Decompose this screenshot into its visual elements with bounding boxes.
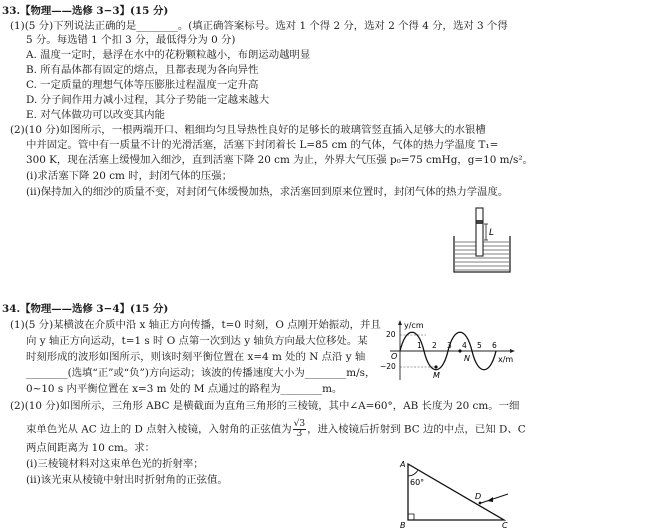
q34-part2-subq-ii: (ⅱ)该光束从棱镜中射出时折射角的正弦值。 xyxy=(26,474,228,486)
sine-fraction-numerator: √3 xyxy=(293,419,306,429)
q33-option-d: D. 分子间作用力减小过程，其分子势能一定越来越大 xyxy=(26,94,270,106)
x-axis-label: x/m xyxy=(498,355,514,364)
q33-part2-line3: 300 K，现在活塞上缓慢加入细沙，直到活塞下降 20 cm 为止，外界大气压强 p₀=75 cmHg，g=10 m/s²。 xyxy=(26,154,533,166)
point-d-marker xyxy=(479,502,482,505)
point-m-marker xyxy=(434,365,437,368)
q33-option-e: E. 对气体做功可以改变其内能 xyxy=(26,109,165,121)
glass-tube xyxy=(476,208,483,256)
q33-option-b: B. 所有晶体都有固定的熔点，且都表现为各向异性 xyxy=(26,64,259,76)
q33-part2-subq-ii: (ⅱ)保持加入的细沙的质量不变，对封闭气体缓慢加热，求活塞回到原来位置时，封闭气体的热力学温度。 xyxy=(26,186,509,198)
q34-part1-line5: 0~10 s 内平衡位置在 x=3 m 处的 M 点通过的路程为________m。 xyxy=(26,383,343,395)
q34-part2-line2 xyxy=(26,420,526,439)
q34-part1-line4: ________(选填“正”或“负”)方向运动；该波的传播速度大小为________m/s， xyxy=(26,367,376,379)
vertex-a-label: A xyxy=(400,460,406,469)
y-neg-tick-label: −20 xyxy=(380,362,396,371)
prism-triangle xyxy=(408,464,504,520)
x-tick-2: 2 xyxy=(432,341,437,350)
x-tick-1: 1 xyxy=(417,341,422,350)
q33-option-c: C. 一定质量的理想气体等压膨胀过程温度一定升高 xyxy=(26,79,259,91)
q33-part2-line2: 中并固定。管中有一质量不计的光滑活塞，活塞下封闭着长 L=85 cm 的气体，气体的热力学温度 T₁= xyxy=(26,139,499,151)
vertex-b-label: B xyxy=(400,521,406,530)
incident-ray xyxy=(481,494,508,503)
x-tick-3: 3 xyxy=(447,341,452,350)
vertex-c-label: C xyxy=(502,521,508,530)
tube-tank-figure xyxy=(448,206,518,276)
q34-part2-subq-i: (ⅰ)三棱镜材料对这束单色光的折射率； xyxy=(26,458,204,470)
point-n-label: N xyxy=(464,354,470,363)
point-n-marker xyxy=(458,349,461,352)
right-angle-mark xyxy=(408,514,414,520)
y-pos-tick-label: 20 xyxy=(386,330,396,339)
sine-fraction-denominator: 3 xyxy=(296,429,303,439)
q34-part1-line2: 向 y 轴正方向运动，t=1 s 时 O 点第一次到达 y 轴负方向最大位移处。某 xyxy=(26,335,368,347)
q34-part2-line2-start: 束单色光从 AC 边上的 D 点射入棱镜，入射角的正弦值为 xyxy=(26,423,292,436)
x-tick-6: 6 xyxy=(492,341,497,350)
x-tick-4: 4 xyxy=(462,341,467,350)
q33-option-a: A. 温度一定时，悬浮在水中的花粉颗粒越小，布朗运动越明显 xyxy=(26,49,311,61)
angle-a-arc xyxy=(408,470,418,476)
q33-part2-line1: (2)(10 分)如图所示，一根两端开口、粗细均匀且导热性良好的足够长的玻璃管竖直插入足够大的水银槽 xyxy=(10,124,486,136)
piston xyxy=(477,220,483,224)
q33-part1-line2: 5 分。每选错 1 个扣 3 分，最低得分为 0 分) xyxy=(26,34,236,46)
q34-title: 34.【物理——选修 3−4】(15 分) xyxy=(2,303,169,315)
q33-part1-line1: (1)(5 分)下列说法正确的是________。(填正确答案标号。选对 1 个得 2 分，选对 2 个得 4 分，选对 3 个得 xyxy=(10,20,508,32)
sine-fraction xyxy=(293,420,306,439)
q33-title: 33.【物理——选修 3−3】(15 分) xyxy=(2,5,169,17)
wave-graph xyxy=(378,318,518,382)
prism-figure xyxy=(396,458,516,530)
y-axis-label: y/cm xyxy=(404,321,424,330)
q33-part2-subq-i: (ⅰ)求活塞下降 20 cm 时，封闭气体的压强； xyxy=(26,170,233,182)
q34-part2-line2-end: ，进入棱镜后折射到 BC 边的中点，已知 D、C xyxy=(307,423,526,436)
x-tick-5: 5 xyxy=(477,341,482,350)
origin-label: O xyxy=(391,352,398,361)
q34-part2-line3: 两点间距离为 10 cm。求： xyxy=(26,442,156,454)
q34-part1-line1: (1)(5 分)某横波在介质中沿 x 轴正方向传播，t=0 时刻，O 点刚开始振动，并且 xyxy=(10,319,381,331)
angle-a-label: 60° xyxy=(410,478,425,487)
length-label: L xyxy=(489,228,495,238)
q34-part2-line1: (2)(10 分)如图所示，三角形 ABC 是横截面为直角三角形的三棱镜，其中∠A=60°，AB 长度为 20 cm。一细 xyxy=(10,400,520,412)
point-d-label: D xyxy=(475,492,482,501)
point-m-label: M xyxy=(433,371,440,380)
q34-part1-line3: 时刻形成的波形如图所示，则该时刻平衡位置在 x=4 m 处的 N 点沿 y 轴 xyxy=(26,351,366,363)
